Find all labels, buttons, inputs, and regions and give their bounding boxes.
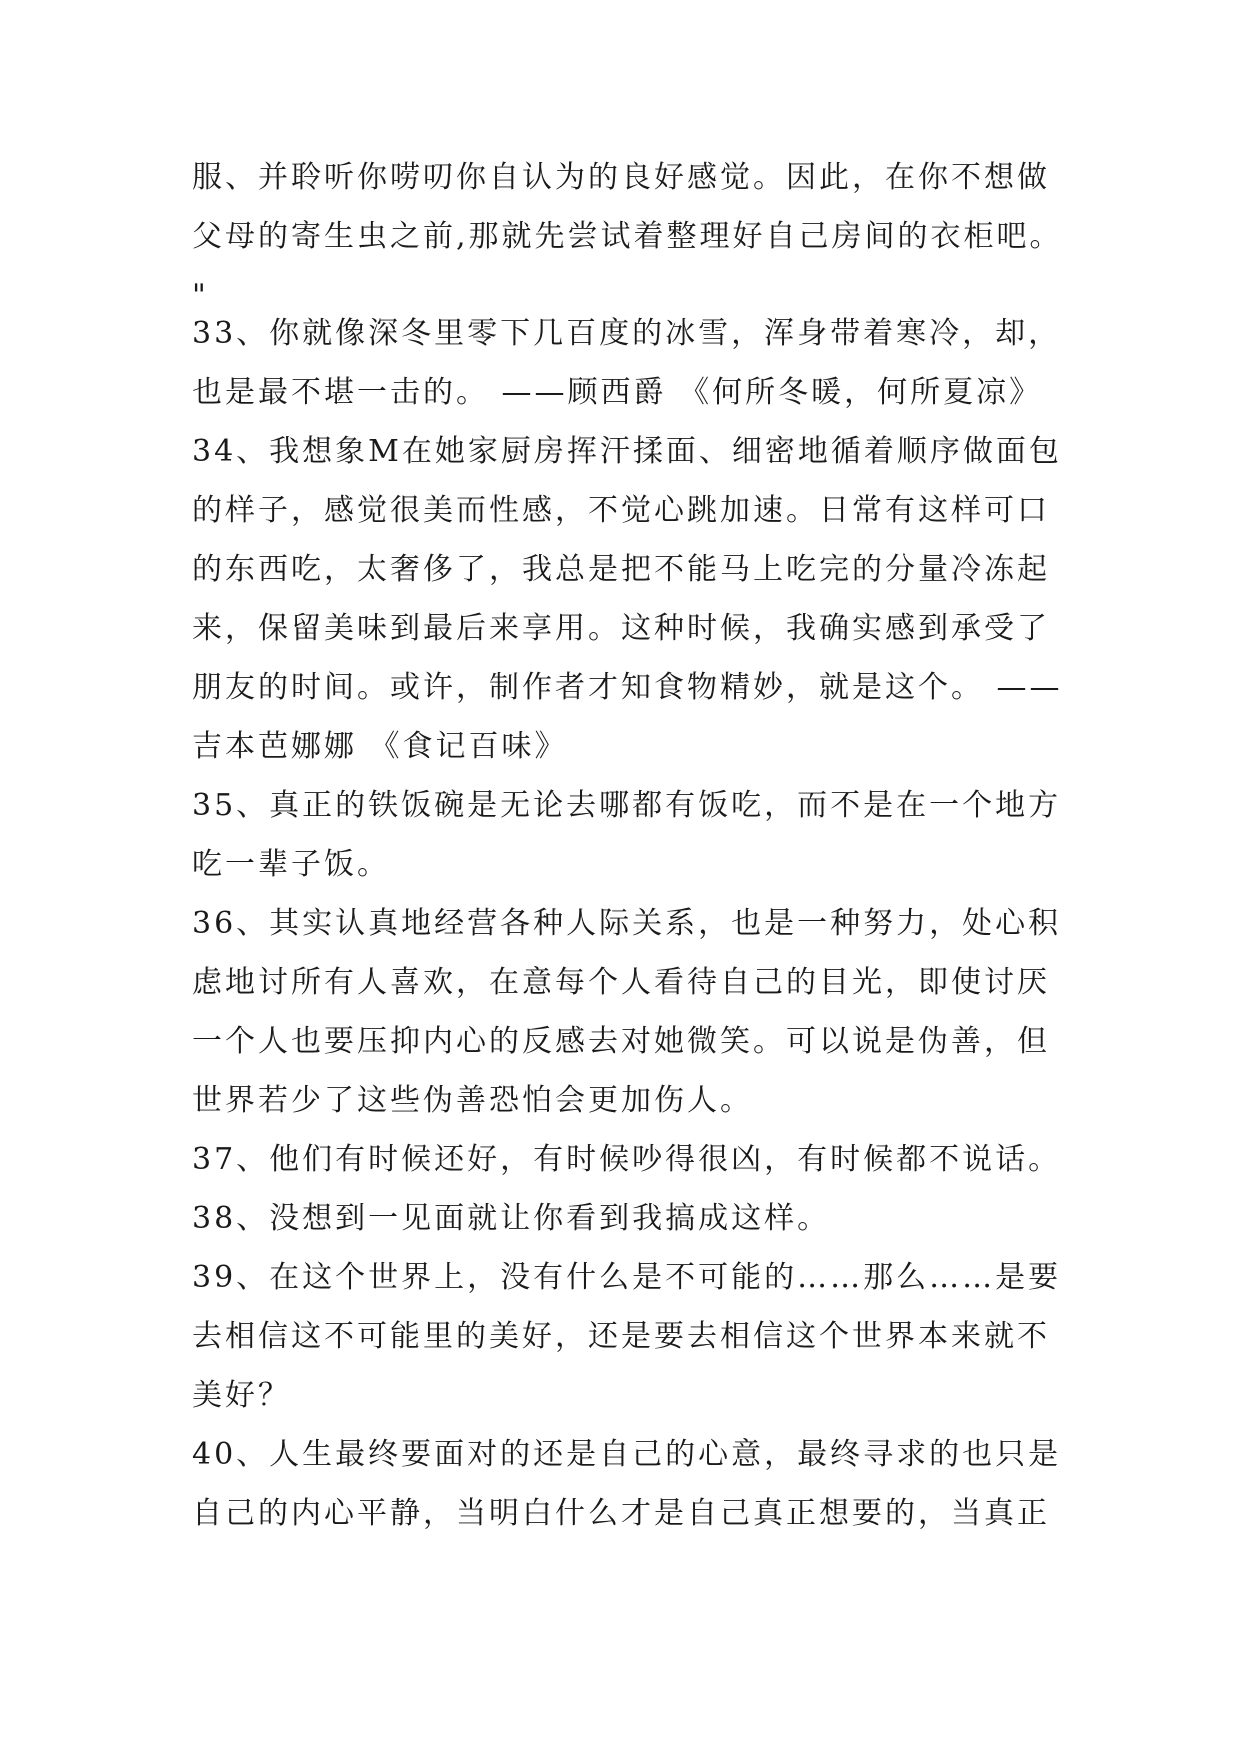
text-line: 37、他们有时候还好，有时候吵得很凶，有时候都不说话。 (192, 1142, 1062, 1177)
text-line: 40、人生最终要面对的还是自己的心意，最终寻求的也只是 (192, 1437, 1062, 1472)
text-line: 去相信这不可能里的美好，还是要去相信这个世界本来就不 (192, 1319, 1050, 1354)
text-line: 吃一辈子饭。 (192, 847, 390, 882)
text-line: 35、真正的铁饭碗是无论去哪都有饭吃，而不是在一个地方 (192, 788, 1062, 823)
text-line: 服、并聆听你唠叨你自认为的良好感觉。因此，在你不想做 (192, 160, 1050, 195)
text-line: 36、其实认真地经营各种人际关系，也是一种努力，处心积 (192, 906, 1062, 941)
text-line: 世界若少了这些伪善恐怕会更加伤人。 (192, 1083, 753, 1118)
text-line: 38、没想到一见面就让你看到我搞成这样。 (192, 1201, 831, 1236)
body-text (192, 158, 1112, 1553)
text-line: 也是最不堪一击的。 ——顾西爵 《何所冬暖，何所夏凉》 (192, 375, 1043, 410)
text-line: 一个人也要压抑内心的反感去对她微笑。可以说是伪善，但 (192, 1024, 1050, 1059)
text-line: 33、你就像深冬里零下几百度的冰雪，浑身带着寒冷，却， (192, 316, 1062, 351)
text-line: 39、在这个世界上，没有什么是不可能的……那么……是要 (192, 1260, 1062, 1295)
text-line: 自己的内心平静，当明白什么才是自己真正想要的，当真正 (192, 1496, 1050, 1531)
text-line: 朋友的时间。或许，制作者才知食物精妙，就是这个。 —— (192, 670, 1063, 705)
text-line: 来，保留美味到最后来享用。这种时候，我确实感到承受了 (192, 611, 1050, 646)
text-line: 父母的寄生虫之前,那就先尝试着整理好自己房间的衣柜吧。 (192, 219, 1063, 254)
text-line: 虑地讨所有人喜欢，在意每个人看待自己的目光，即使讨厌 (192, 965, 1050, 1000)
text-line: 的样子，感觉很美而性感，不觉心跳加速。日常有这样可口 (192, 493, 1050, 528)
text-line: " (192, 278, 209, 313)
text-line: 吉本芭娜娜 《食记百味》 (192, 729, 568, 764)
text-line: 34、我想象M在她家厨房挥汗揉面、细密地循着顺序做面包 (192, 434, 1062, 469)
text-line: 的东西吃，太奢侈了，我总是把不能马上吃完的分量冷冻起 (192, 552, 1050, 587)
text-line: 美好？ (192, 1378, 291, 1413)
